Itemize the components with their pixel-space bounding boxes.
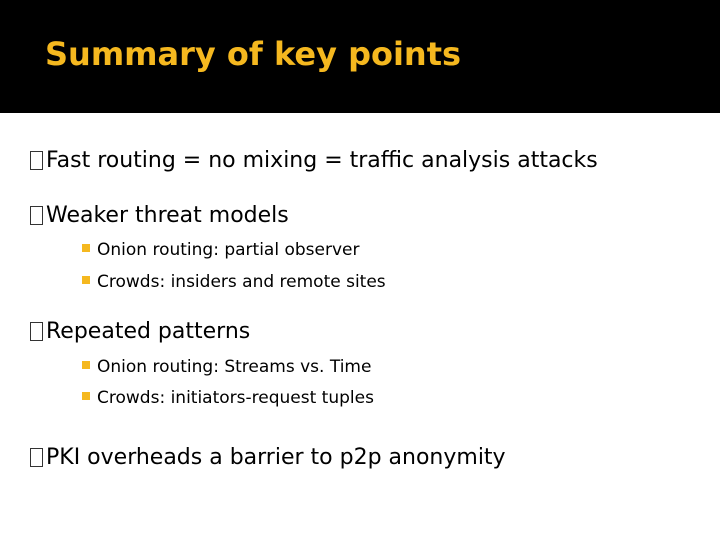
slide-title: Summary of key points bbox=[45, 35, 462, 73]
sub-bullet-text: Onion routing: partial observer bbox=[97, 240, 360, 260]
bullet-text: Repeated patterns bbox=[46, 319, 251, 344]
sub-bullet-item bbox=[82, 239, 359, 261]
box-bullet-icon bbox=[30, 322, 43, 341]
title-bar bbox=[0, 0, 720, 113]
bullet-item bbox=[30, 203, 289, 229]
box-bullet-icon bbox=[30, 206, 43, 225]
sub-bullet-item bbox=[82, 387, 374, 409]
sub-bullet-text: Crowds: initiators-request tuples bbox=[97, 388, 374, 408]
box-bullet-icon bbox=[30, 448, 43, 467]
square-bullet-icon bbox=[82, 361, 90, 369]
sub-bullet-text: Onion routing: Streams vs. Time bbox=[97, 357, 372, 377]
square-bullet-icon bbox=[82, 244, 90, 252]
square-bullet-icon bbox=[82, 392, 90, 400]
sub-bullet-item bbox=[82, 356, 371, 378]
square-bullet-icon bbox=[82, 276, 90, 284]
bullet-text: Weaker threat models bbox=[46, 203, 289, 228]
bullet-item bbox=[30, 445, 506, 471]
bullet-item bbox=[30, 319, 250, 345]
sub-bullet-item bbox=[82, 271, 386, 293]
bullet-text: Fast routing = no mixing = traffic analysis attacks bbox=[46, 148, 598, 173]
sub-bullet-text: Crowds: insiders and remote sites bbox=[97, 272, 386, 292]
bullet-item bbox=[30, 148, 598, 174]
bullet-text: PKI overheads a barrier to p2p anonymity bbox=[46, 445, 506, 470]
box-bullet-icon bbox=[30, 151, 43, 170]
